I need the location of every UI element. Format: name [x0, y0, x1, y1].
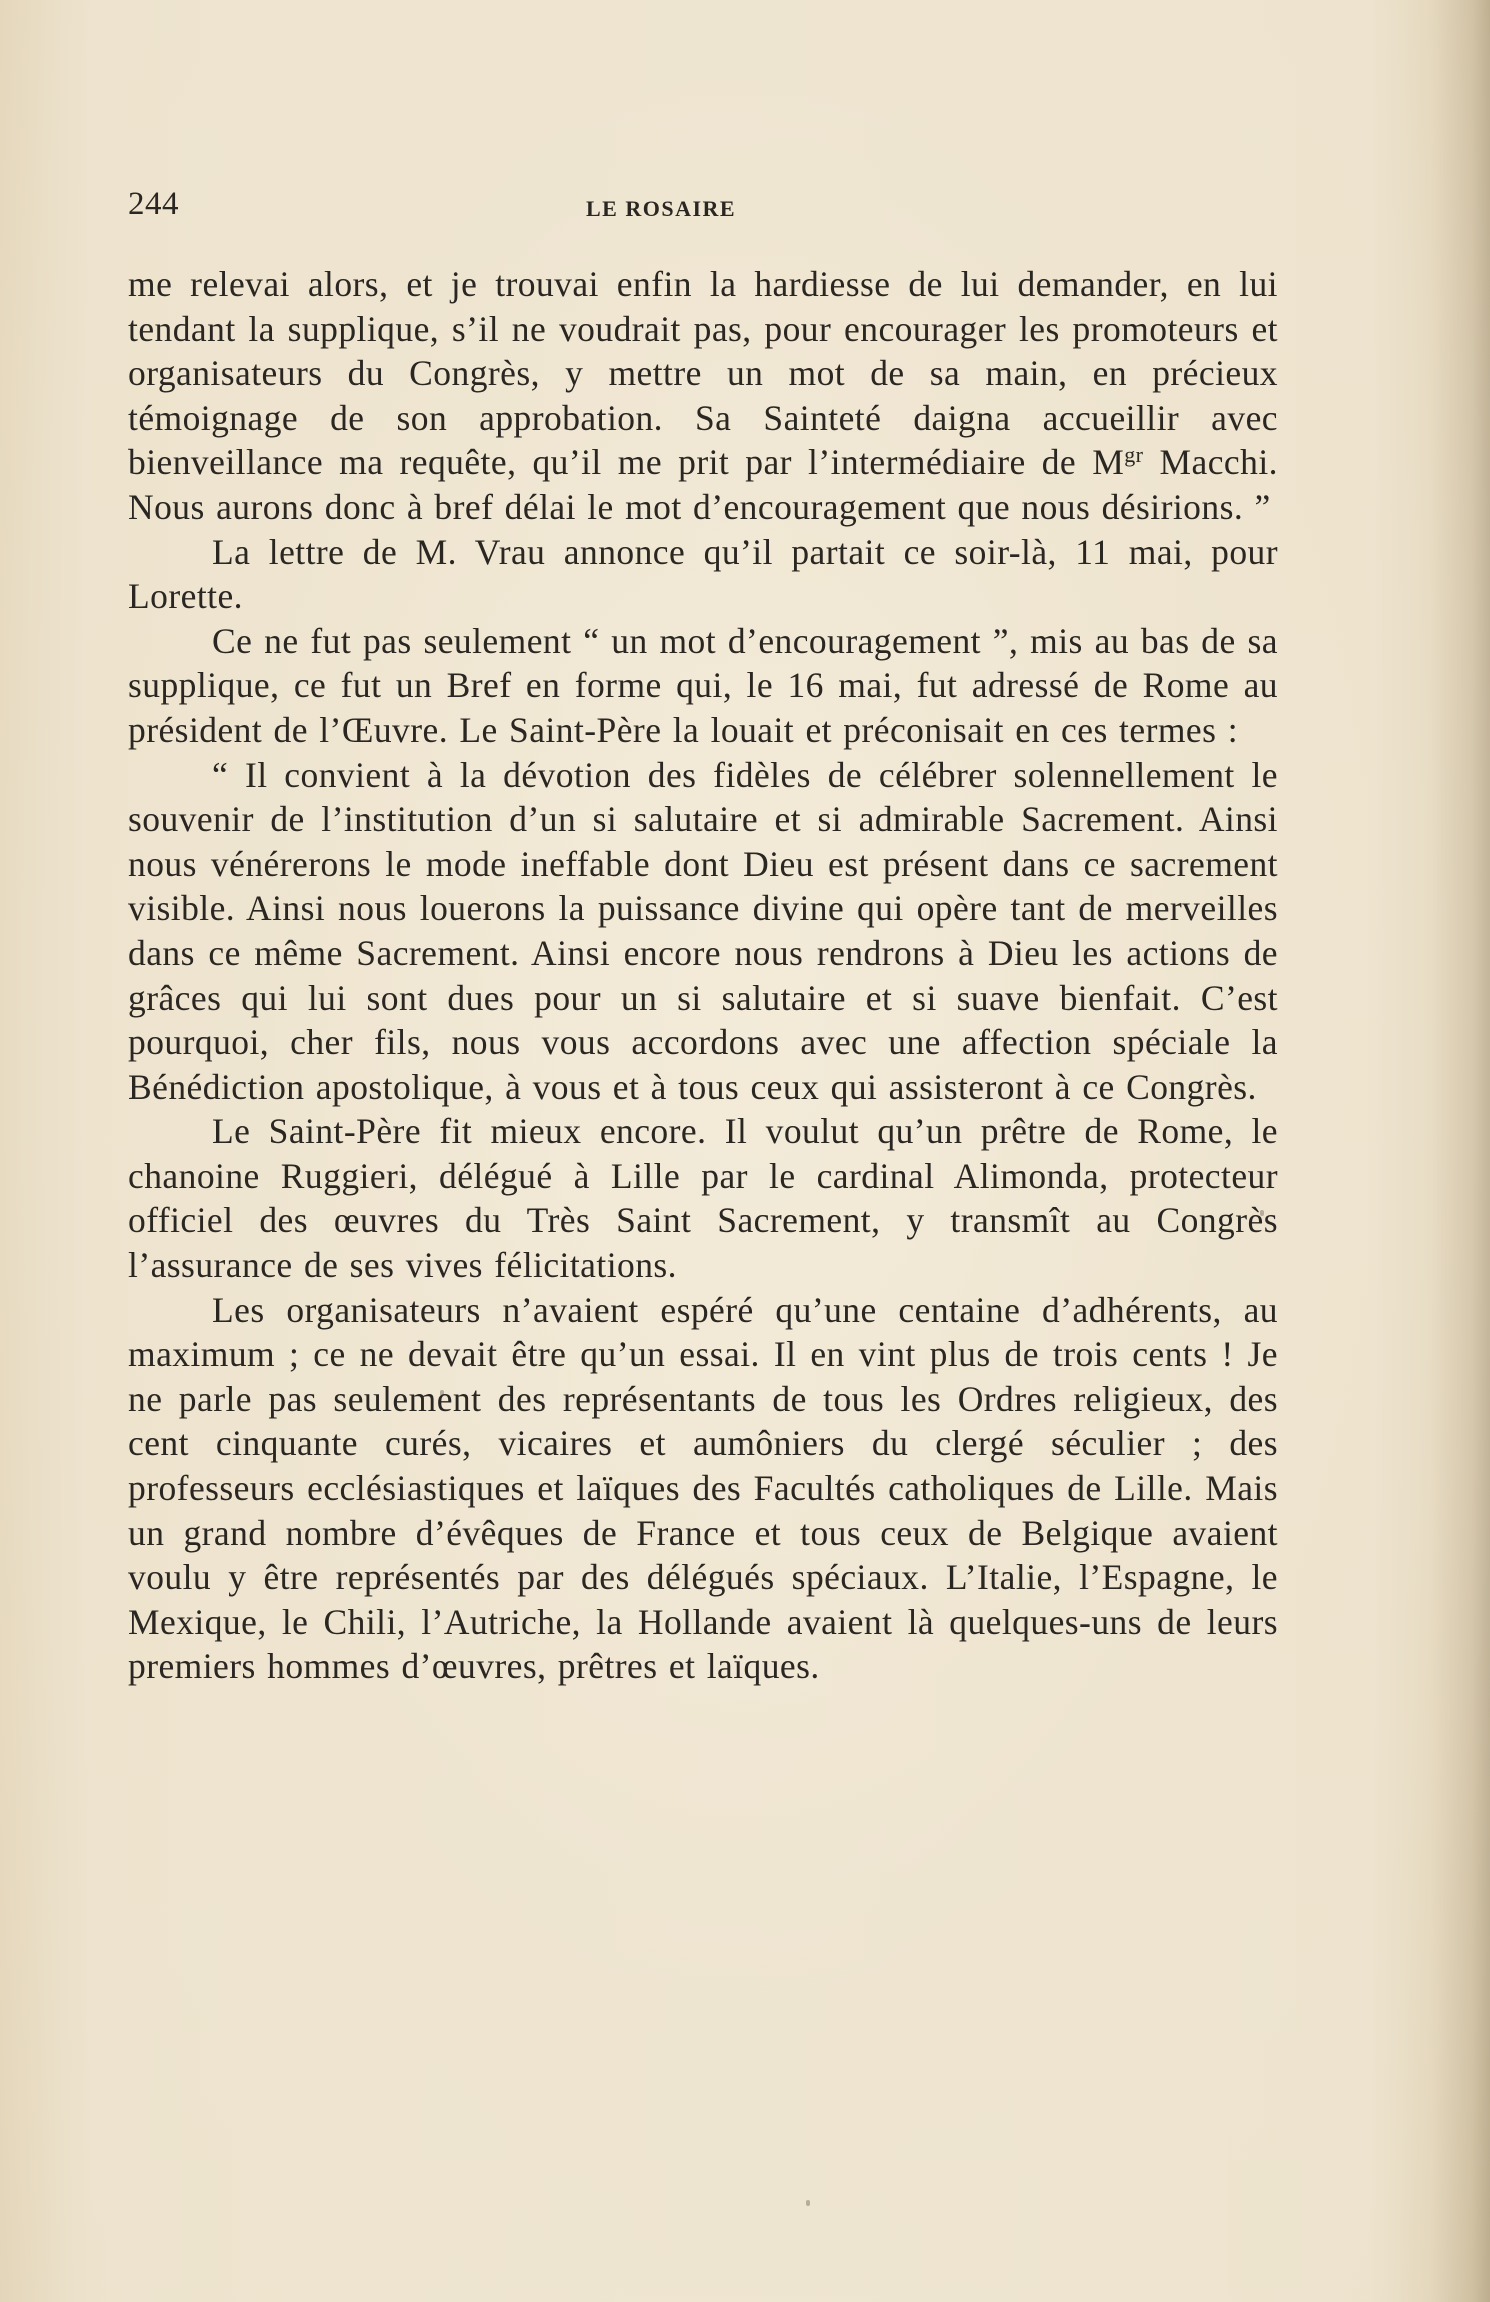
body-text: [128, 262, 1278, 1689]
running-head: [128, 186, 1278, 226]
paragraph-1: [128, 262, 1278, 530]
paragraph-6: Les organisateurs n’avaient espéré qu’une centaine d’adhérents, au maximum ; ce ne devait être qu’un essai. Il en vint plus de trois cents ! Je ne parle pas seulement des représentants de tous les Ordres religieux, des cent cinquante curés, vicaires et aumôniers du clergé séculier ; des professeurs ecclésiastiques et laïques des Facultés catholiques de Lille. Mais un grand nombre d’évêques de France et tous ceux de Belgique avaient voulu y être représentés par des délégués spéciaux. L’Italie, l’Espagne, le Mexique, le Chili, l’Autriche, la Hollande avaient là quelques-uns de leurs premiers hommes d’œuvres, prêtres et laïques.: [128, 1289, 1278, 1687]
page-edge-shadow: [1430, 0, 1490, 2302]
paragraph-1-text-a: me relevai alors, et je trouvai enfin la hardiesse de lui demander, en lui tendant la supplique, s’il ne voudrait pas, pour encourager les promoteurs et organisateurs du Congrès, y mettre un mot de sa main, en précieux témoignage de son approbation. Sa Sainteté daigna accueillir avec bienveillance ma requête, qu’il me prit par l’intermédiaire de M: [128, 264, 1278, 483]
paragraph-1-text-b: Macchi. Nous aurons donc à bref délai le mot d’encouragement que nous désirions. ”: [128, 442, 1278, 527]
superscript-monseigneur: gr: [1124, 442, 1144, 468]
paragraph-4-quotation: “ Il convient à la dévotion des fidèles de célébrer solennellement le souvenir de l’institution d’un si salutaire et si admirable Sacrement. Ainsi nous vénérerons le mode ineffable dont Dieu est présent dans ce sacrement visible. Ainsi nous louerons la puissance divine qui opère tant de merveilles dans ce même Sacrement. Ainsi encore nous rendrons à Dieu les actions de grâces qui lui sont dues pour un si salutaire et si suave bienfait. C’est pourquoi, cher fils, nous vous accordons avec une affection spéciale la Bénédiction apostolique, à vous et à tous ceux qui assisteront à ce Congrès.: [128, 754, 1278, 1107]
paper-speck: [440, 1390, 444, 1396]
paper-speck: [1260, 1210, 1264, 1216]
paragraph-3: Ce ne fut pas seulement “ un mot d’encouragement ”, mis au bas de sa supplique, ce fut un Bref en forme qui, le 16 mai, fut adressé de Rome au président de l’Œuvre. Le Saint-Père la louait et préconisait en ces termes :: [128, 620, 1278, 750]
paragraph-2: La lettre de M. Vrau annonce qu’il partait ce soir-là, 11 mai, pour Lorette.: [128, 531, 1278, 617]
paragraph-5: Le Saint-Père fit mieux encore. Il voulut qu’un prêtre de Rome, le chanoine Ruggieri, délégué à Lille par le cardinal Alimonda, protecteur officiel des œuvres du Très Saint Sacrement, y transmît au Congrès l’assurance de ses vives félicitations.: [128, 1111, 1278, 1286]
paper-speck: [806, 2200, 810, 2206]
page-number: 244: [128, 186, 179, 222]
running-title: LE ROSAIRE: [586, 196, 737, 221]
